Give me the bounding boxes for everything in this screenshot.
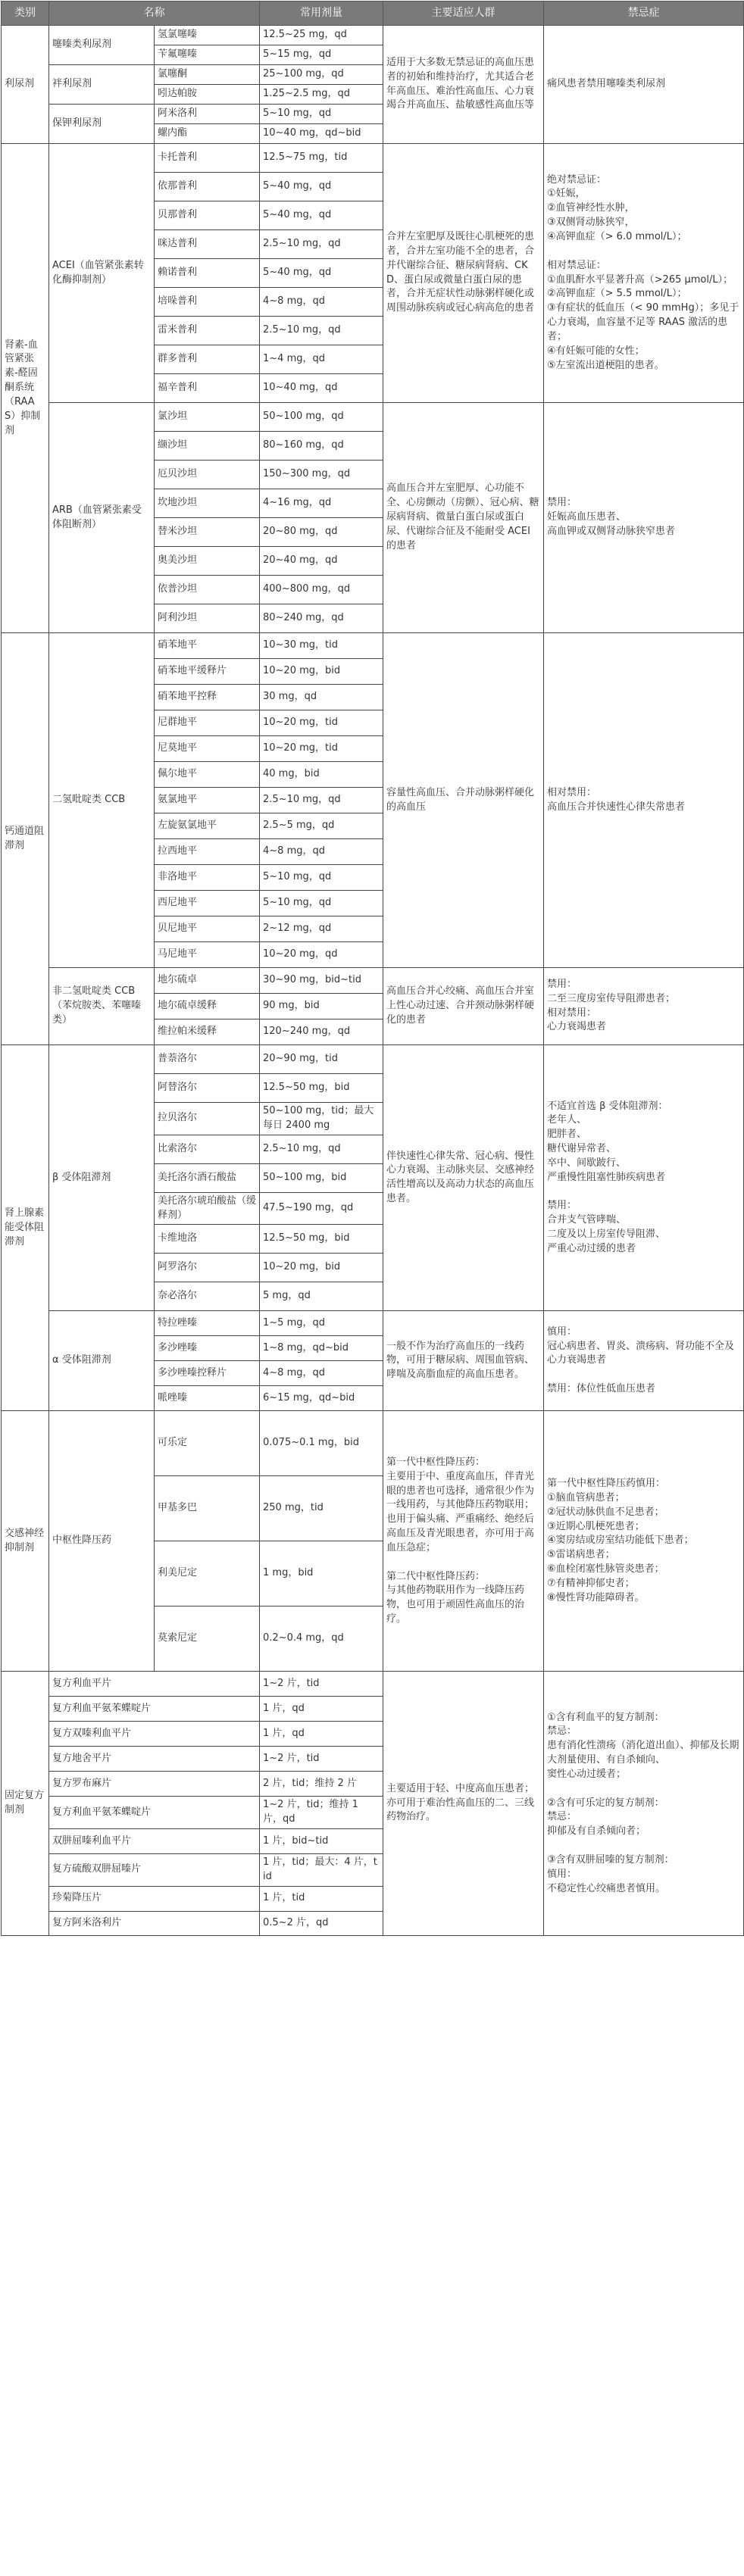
drug-dose-cell: 1 片，tid；最大：4 片，tid: [260, 1854, 383, 1887]
header-category: 类别: [2, 2, 49, 26]
drug-name-cell: 福辛普利: [155, 374, 260, 403]
drug-name-cell: 双肼屈嗪利血平片: [49, 1829, 260, 1854]
subcategory-cell: 袢利尿剂: [49, 65, 155, 105]
drug-dose-cell: 5~10 mg，qd: [260, 105, 383, 124]
drug-dose-cell: 2 片，tid；维持 2 片: [260, 1772, 383, 1797]
drug-name-cell: 依那普利: [155, 173, 260, 201]
drug-name-cell: 普萘洛尔: [155, 1045, 260, 1074]
table-row: [2, 1045, 744, 1074]
drug-dose-cell: 5~10 mg，qd: [260, 865, 383, 891]
drug-dose-cell: 150~300 mg，qd: [260, 461, 383, 489]
drug-dose-cell: 0.2~0.4 mg，qd: [260, 1606, 383, 1672]
drug-dose-cell: 1~2 片，tid；维持 1 片，qd: [260, 1797, 383, 1829]
indication-cell: 高血压合并心绞痛、高血压合并室上性心动过速、合并颈动脉粥样硬化的患者: [383, 968, 544, 1045]
subcategory-cell: 二氢吡啶类 CCB: [49, 633, 155, 968]
drug-dose-cell: 12.5~50 mg，bid: [260, 1074, 383, 1103]
drug-dose-cell: 5~10 mg，qd: [260, 891, 383, 916]
drug-dose-cell: 4~16 mg，qd: [260, 489, 383, 518]
table-row: [2, 1311, 744, 1336]
drug-name-cell: 拉贝洛尔: [155, 1103, 260, 1135]
drug-name-cell: 依普沙坦: [155, 576, 260, 604]
contraindication-cell: 相对禁用： 高血压合并快速性心律失常患者: [544, 633, 744, 968]
category-cell: 利尿剂: [2, 26, 49, 144]
drug-dose-cell: 1 片，qd: [260, 1722, 383, 1747]
drug-dose-cell: 2.5~10 mg，qd: [260, 788, 383, 813]
category-cell: 钙通道阻滞剂: [2, 633, 49, 1045]
category-cell: 固定复方制剂: [2, 1672, 49, 1935]
drug-name-cell: 复方硫酸双肼屈嗪片: [49, 1854, 260, 1887]
drug-dose-cell: 1.25~2.5 mg，qd: [260, 85, 383, 105]
indication-cell: 高血压合并左室肥厚、心功能不全、心房颤动（房颤）、冠心病、糖尿病肾病、微量白蛋白尿或蛋白尿、代谢综合征及不能耐受 ACEI 的患者: [383, 403, 544, 633]
drug-name-cell: 奈必洛尔: [155, 1282, 260, 1311]
drug-name-cell: 坎地沙坦: [155, 489, 260, 518]
drug-name-cell: 氢氯噻嗪: [155, 26, 260, 45]
drug-name-cell: 马尼地平: [155, 942, 260, 968]
indication-cell: 主要适用于轻、中度高血压患者；亦可用于难治性高血压的二、三线药物治疗。: [383, 1672, 544, 1935]
drug-dose-cell: 1 mg，bid: [260, 1541, 383, 1606]
drug-name-cell: 比索洛尔: [155, 1135, 260, 1163]
drug-name-cell: 甲基多巴: [155, 1476, 260, 1541]
contraindication-cell: 绝对禁忌证： ①妊娠， ②血管神经性水肿， ③双侧肾动脉狭窄， ④高钾血症（> 6.0 mmol/L）； 相对禁忌证： ①血肌酐水平显著升高（>265 μmol/L）； ②高钾血症（> 5.5 mmol/L）； ③有症状的低血压（< 90 mmHg）；多见于心力衰竭，血容量不足等 RAAS 激活的患者； ④有妊娠可能的女性； ⑤左室流出道梗阻的患者。: [544, 144, 744, 403]
drug-name-cell: 卡托普利: [155, 144, 260, 173]
contraindication-cell: ①含有利血平的复方制剂： 禁忌： 患有消化性溃疡（消化道出血）、抑郁及长期大剂量使用、有自杀倾向、 窦性心动过缓者； ②含有可乐定的复方制剂： 禁忌： 抑郁及有自杀倾向者； ③含有双肼屈嗪的复方制剂： 慎用： 不稳定性心绞痛患者慎用。: [544, 1672, 744, 1935]
drug-dose-cell: 6~15 mg，qd~bid: [260, 1386, 383, 1411]
table-row: [2, 1411, 744, 1476]
drug-dose-cell: 80~160 mg，qd: [260, 432, 383, 461]
table-row: [2, 403, 744, 432]
drug-name-cell: 珍菊降压片: [49, 1886, 260, 1911]
drug-name-cell: 尼莫地平: [155, 736, 260, 762]
drug-dose-cell: 5~15 mg，qd: [260, 45, 383, 65]
indication-cell: 伴快速性心律失常、冠心病、慢性心力衰竭、主动脉夹层、交感神经活性增高以及高动力状态的高血压患者。: [383, 1045, 544, 1311]
drug-dose-cell: 80~240 mg，qd: [260, 604, 383, 633]
indication-cell: 一般不作为治疗高血压的一线药物，可用于糖尿病、周围血管病、哮喘及高脂血症的高血压患者。: [383, 1311, 544, 1411]
contraindication-cell: 痛风患者禁用噻嗪类利尿剂: [544, 26, 744, 144]
subcategory-cell: 中枢性降压药: [49, 1411, 155, 1672]
drug-name-cell: 复方双嗪利血平片: [49, 1722, 260, 1747]
drug-dose-cell: 10~20 mg，bid: [260, 1254, 383, 1282]
drug-name-cell: 硝苯地平缓释片: [155, 659, 260, 685]
drug-name-cell: 特拉唑嗪: [155, 1311, 260, 1336]
drug-name-cell: 群多普利: [155, 345, 260, 374]
drug-dose-cell: 10~20 mg，tid: [260, 710, 383, 736]
drug-name-cell: 复方阿米洛利片: [49, 1911, 260, 1935]
drug-name-cell: 利美尼定: [155, 1541, 260, 1606]
drug-dose-cell: 50~100 mg，tid；最大每日 2400 mg: [260, 1103, 383, 1135]
drug-dose-cell: 25~100 mg，qd: [260, 65, 383, 85]
drug-name-cell: 佩尔地平: [155, 762, 260, 788]
drug-name-cell: 复方利血平氨苯蝶啶片: [49, 1797, 260, 1829]
header-name: 名称: [49, 2, 260, 26]
drug-name-cell: 奥美沙坦: [155, 547, 260, 576]
drug-dose-cell: 20~90 mg，tid: [260, 1045, 383, 1074]
drug-dose-cell: 40 mg，bid: [260, 762, 383, 788]
table-header-row: [2, 2, 744, 26]
category-cell: 肾上腺素能受体阻滞剂: [2, 1045, 49, 1411]
drug-dose-cell: 12.5~75 mg，tid: [260, 144, 383, 173]
drug-name-cell: 贝尼地平: [155, 916, 260, 942]
category-cell: 交感神经抑制剂: [2, 1411, 49, 1672]
table-row: [2, 633, 744, 659]
drug-dose-cell: 2~12 mg，qd: [260, 916, 383, 942]
drug-dose-cell: 0.075~0.1 mg，bid: [260, 1411, 383, 1476]
drug-name-cell: 厄贝沙坦: [155, 461, 260, 489]
drug-name-cell: 拉西地平: [155, 839, 260, 865]
drug-dose-cell: 47.5~190 mg，qd: [260, 1192, 383, 1225]
indication-cell: 适用于大多数无禁忌证的高血压患者的初始和维持治疗，尤其适合老年高血压、难治性高血压、心力衰竭合并高血压、盐敏感性高血压等: [383, 26, 544, 144]
drug-dose-cell: 90 mg，bid: [260, 994, 383, 1019]
drug-dose-cell: 1 片，bid~tid: [260, 1829, 383, 1854]
header-indication: 主要适应人群: [383, 2, 544, 26]
drug-name-cell: 尼群地平: [155, 710, 260, 736]
drug-name-cell: 非洛地平: [155, 865, 260, 891]
subcategory-cell: 非二氢吡啶类 CCB（苯烷胺类、苯噻嗪类）: [49, 968, 155, 1045]
drug-name-cell: 替米沙坦: [155, 518, 260, 547]
subcategory-cell: ARB（血管紧张素受体阻断剂）: [49, 403, 155, 633]
drug-name-cell: 硝苯地平: [155, 633, 260, 659]
subcategory-cell: 保钾利尿剂: [49, 105, 155, 144]
drug-name-cell: 咪达普利: [155, 230, 260, 259]
drug-name-cell: 可乐定: [155, 1411, 260, 1476]
indication-cell: 第一代中枢性降压药： 主要用于中、重度高血压，伴青光眼的患者也可选择，通常很少作为一线用药，与其他降压药物联用；也用于偏头痛、严重痛经、绝经后高血压及青光眼患者，亦可用于高血压急症； 第二代中枢性降压药： 与其他药物联用作为一线降压药物，也可用于顽固性高血压的治疗。: [383, 1411, 544, 1672]
drug-name-cell: 地尔硫卓: [155, 968, 260, 994]
subcategory-cell: 噻嗪类利尿剂: [49, 26, 155, 65]
drug-name-cell: 复方利血平氨苯蝶啶片: [49, 1697, 260, 1722]
drug-dose-cell: 4~8 mg，qd: [260, 839, 383, 865]
drug-dose-cell: 2.5~10 mg，qd: [260, 1135, 383, 1163]
drug-dose-cell: 4~8 mg，qd: [260, 1361, 383, 1386]
drug-dose-cell: 10~40 mg，qd: [260, 374, 383, 403]
drug-dose-cell: 120~240 mg，qd: [260, 1019, 383, 1045]
header-dose: 常用剂量: [260, 2, 383, 26]
drug-name-cell: 复方罗布麻片: [49, 1772, 260, 1797]
indication-cell: 合并左室肥厚及既往心肌梗死的患者，合并左室功能不全的患者，合并代谢综合征、糖尿病肾病、CKD、蛋白尿或微量白蛋白尿的患者，合并无症状性动脉粥样硬化或周围动脉疾病或冠心病高危的患者: [383, 144, 544, 403]
contraindication-cell: 禁用： 妊娠高血压患者、 高血钾或双侧肾动脉狭窄患者: [544, 403, 744, 633]
drug-name-cell: 阿替洛尔: [155, 1074, 260, 1103]
drug-name-cell: 螺内酯: [155, 124, 260, 144]
contraindication-cell: 慎用： 冠心病患者、胃炎、溃疡病、肾功能不全及心力衰竭患者 禁用：体位性低血压患者: [544, 1311, 744, 1411]
drug-name-cell: 美托洛尔酒石酸盐: [155, 1163, 260, 1192]
drug-dose-cell: 5~40 mg，qd: [260, 173, 383, 201]
drug-name-cell: 多沙唑嗪控释片: [155, 1361, 260, 1386]
drug-name-cell: 地尔硫卓缓释: [155, 994, 260, 1019]
drug-dose-cell: 2.5~10 mg，qd: [260, 317, 383, 345]
drug-name-cell: 莫索尼定: [155, 1606, 260, 1672]
drug-name-cell: 氨氯地平: [155, 788, 260, 813]
drug-dose-cell: 30~90 mg，bid~tid: [260, 968, 383, 994]
drug-dose-cell: 30 mg，qd: [260, 685, 383, 710]
drug-name-cell: 复方地舍平片: [49, 1747, 260, 1772]
drug-name-cell: 培哚普利: [155, 288, 260, 317]
drug-dose-cell: 10~30 mg，tid: [260, 633, 383, 659]
subcategory-cell: α 受体阻滞剂: [49, 1311, 155, 1411]
drug-dose-cell: 250 mg，tid: [260, 1476, 383, 1541]
drug-dose-cell: 2.5~5 mg，qd: [260, 813, 383, 839]
table-row: [2, 26, 744, 45]
subcategory-cell: β 受体阻滞剂: [49, 1045, 155, 1311]
drug-name-cell: 阿米洛利: [155, 105, 260, 124]
contraindication-cell: 禁用： 二至三度房室传导阻滞患者； 相对禁用： 心力衰竭患者: [544, 968, 744, 1045]
drug-dose-cell: 12.5~50 mg，bid: [260, 1225, 383, 1254]
drug-dose-cell: 400~800 mg，qd: [260, 576, 383, 604]
drug-dose-cell: 1 片，tid: [260, 1886, 383, 1911]
drug-dose-cell: 5~40 mg，qd: [260, 201, 383, 230]
contraindication-cell: 第一代中枢性降压药慎用： ①脑血管病患者； ②冠状动脉供血不足患者； ③近期心肌梗死患者； ④窦房结或房室结功能低下患者； ⑤雷诺病患者； ⑥血栓闭塞性脉管炎患者； ⑦有精神抑郁史者； ⑧慢性肾功能障碍者。: [544, 1411, 744, 1672]
drug-name-cell: 阿利沙坦: [155, 604, 260, 633]
drug-name-cell: 氯噻酮: [155, 65, 260, 85]
drug-name-cell: 雷米普利: [155, 317, 260, 345]
drug-name-cell: 左旋氨氯地平: [155, 813, 260, 839]
antihypertensive-drug-table: [1, 1, 744, 1936]
table-row: [2, 968, 744, 994]
header-contraindication: 禁忌症: [544, 2, 744, 26]
drug-name-cell: 卡维地洛: [155, 1225, 260, 1254]
drug-dose-cell: 1~5 mg，qd: [260, 1311, 383, 1336]
drug-name-cell: 阿罗洛尔: [155, 1254, 260, 1282]
contraindication-cell: 不适宜首选 β 受体阻滞剂： 老年人、 肥胖者、 糖代谢异常者、 卒中、间歇跛行、 严重慢性阻塞性肺疾病患者 禁用： 合并支气管哮喘、 二度及以上房室传导阻滞、 严重心动过缓的患者: [544, 1045, 744, 1311]
drug-dose-cell: 1~8 mg，qd~bid: [260, 1336, 383, 1361]
drug-dose-cell: 50~100 mg，bid: [260, 1163, 383, 1192]
indication-cell: 容量性高血压、合并动脉粥样硬化的高血压: [383, 633, 544, 968]
drug-name-cell: 赖诺普利: [155, 259, 260, 288]
drug-dose-cell: 2.5~10 mg，qd: [260, 230, 383, 259]
drug-dose-cell: 10~20 mg，qd: [260, 942, 383, 968]
drug-name-cell: 维拉帕米缓释: [155, 1019, 260, 1045]
drug-dose-cell: 0.5~2 片，qd: [260, 1911, 383, 1935]
table-body: [2, 26, 744, 1936]
drug-name-cell: 吲达帕胺: [155, 85, 260, 105]
drug-dose-cell: 1 片，qd: [260, 1697, 383, 1722]
drug-dose-cell: 1~4 mg，qd: [260, 345, 383, 374]
drug-dose-cell: 20~80 mg，qd: [260, 518, 383, 547]
drug-name-cell: 西尼地平: [155, 891, 260, 916]
drug-dose-cell: 10~20 mg，tid: [260, 736, 383, 762]
table-row: [2, 144, 744, 173]
drug-dose-cell: 5~40 mg，qd: [260, 259, 383, 288]
drug-dose-cell: 5 mg，qd: [260, 1282, 383, 1311]
drug-dose-cell: 4~8 mg，qd: [260, 288, 383, 317]
category-cell: 肾素-血管紧张素-醛固酮系统（RAAS）抑制剂: [2, 144, 49, 633]
drug-name-cell: 贝那普利: [155, 201, 260, 230]
drug-name-cell: 氯沙坦: [155, 403, 260, 432]
drug-name-cell: 哌唑嗪: [155, 1386, 260, 1411]
drug-name-cell: 硝苯地平控释: [155, 685, 260, 710]
table-row: [2, 1672, 744, 1697]
drug-dose-cell: 10~40 mg，qd~bid: [260, 124, 383, 144]
drug-dose-cell: 1~2 片，tid: [260, 1672, 383, 1697]
drug-name-cell: 多沙唑嗪: [155, 1336, 260, 1361]
drug-name-cell: 缬沙坦: [155, 432, 260, 461]
drug-name-cell: 美托洛尔琥珀酸盐（缓释剂）: [155, 1192, 260, 1225]
drug-dose-cell: 1~2 片，tid: [260, 1747, 383, 1772]
drug-name-cell: 苄氟噻嗪: [155, 45, 260, 65]
subcategory-cell: ACEI（血管紧张素转化酶抑制剂）: [49, 144, 155, 403]
drug-name-cell: 复方利血平片: [49, 1672, 260, 1697]
drug-dose-cell: 20~40 mg，qd: [260, 547, 383, 576]
drug-dose-cell: 50~100 mg，qd: [260, 403, 383, 432]
drug-dose-cell: 10~20 mg，bid: [260, 659, 383, 685]
drug-dose-cell: 12.5~25 mg，qd: [260, 26, 383, 45]
